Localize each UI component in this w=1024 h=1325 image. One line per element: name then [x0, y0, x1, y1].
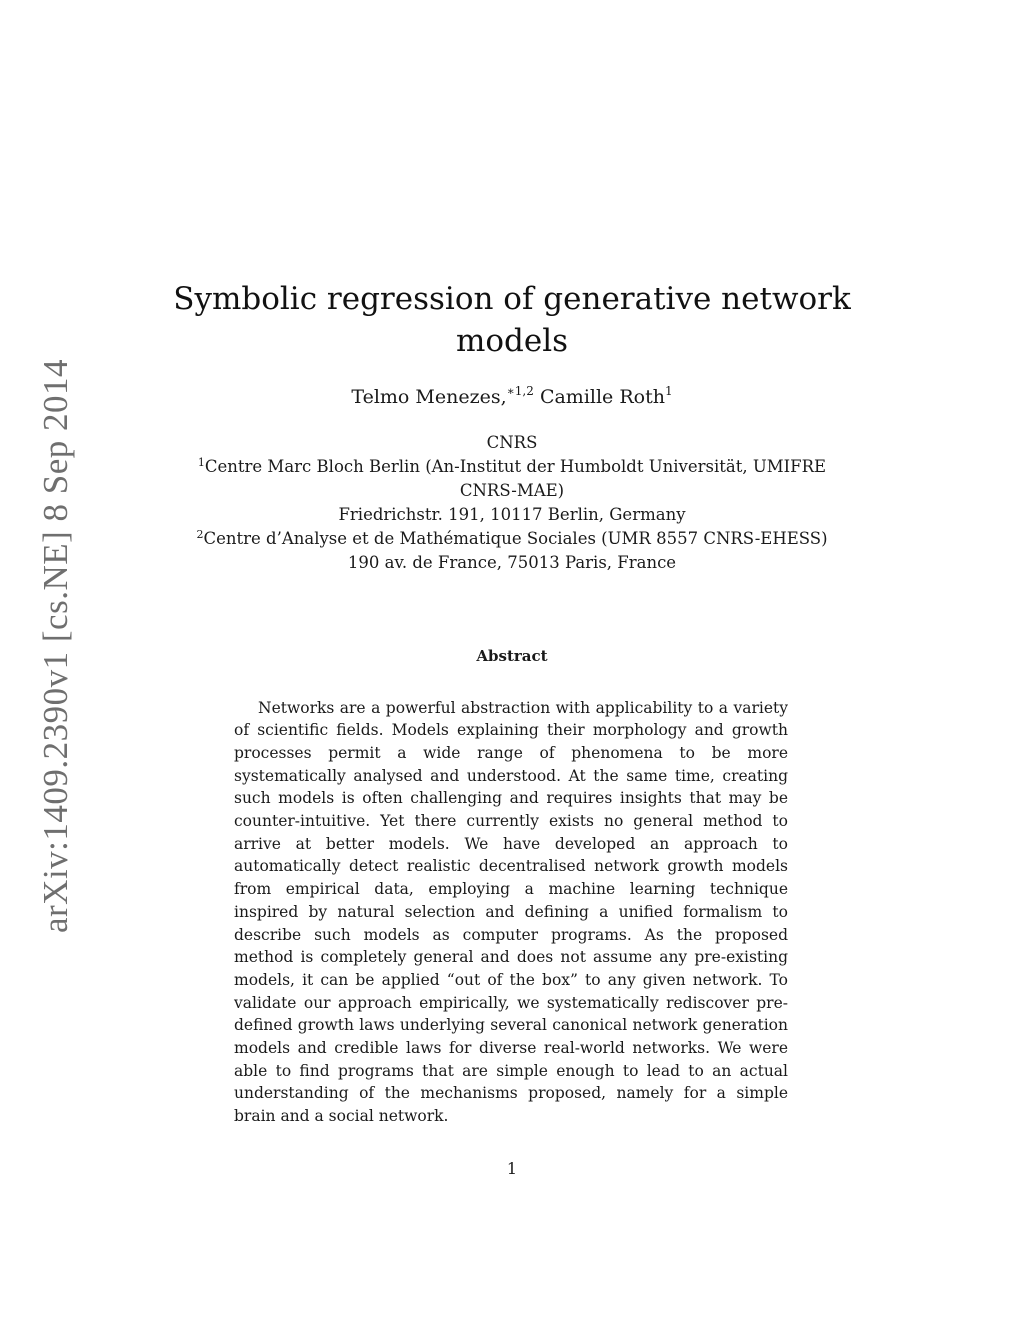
affiliation-line: Friedrichstr. 191, 10117 Berlin, Germany — [338, 505, 686, 524]
affiliation-line: CNRS — [486, 433, 538, 452]
author-name: Camille Roth — [539, 386, 665, 408]
author-name: Telmo Menezes, — [351, 386, 507, 408]
author-affiliation-mark: 1 — [664, 384, 673, 398]
affiliation-line — [160, 455, 864, 479]
affiliation-text: Centre Marc Bloch Berlin (An-Institut der Humboldt Universität, UMIFRE — [204, 457, 827, 476]
affiliation-mark: 2 — [196, 528, 204, 541]
abstract-heading: Abstract — [476, 647, 548, 665]
title-line-1: Symbolic regression of generative network — [173, 281, 851, 317]
affiliations — [160, 431, 864, 575]
paper-title — [160, 278, 864, 362]
affiliation-text: Centre d’Analyse et de Mathématique Sociales (UMR 8557 CNRS-EHESS) — [203, 529, 828, 548]
affiliation-line: 190 av. de France, 75013 Paris, France — [347, 553, 677, 572]
affiliation-mark: 1 — [197, 456, 205, 469]
arxiv-stamp: arXiv:1409.2390v1 [cs.NE] 8 Sep 2014 — [36, 358, 75, 934]
page-number: 1 — [506, 1159, 518, 1178]
abstract-body: Networks are a powerful abstraction with applicability to a variety of scientific fields. Models explaining their morphology and growth processes permit a wide range of phenomena to be more systematically analysed and understood. At the same time, creating such models is often challenging and requires insights that may be counter-intuitive. Yet there currently exists no general method to arrive at better models. We have developed an approach to automatically detect realistic decentralised network growth models from empirical data, employing a machine learning technique inspired by natural selection and defining a unified formalism to describe such models as computer programs. As the proposed method is completely general and does not assume any pre-existing models, it can be applied “out of the box” to any given network. To validate our approach empirically, we systematically rediscover pre-defined growth laws underlying several canonical network generation models and credible laws for diverse real-world networks. We were able to find programs that are simple enough to lead to an actual understanding of the mechanisms proposed, namely for a simple brain and a social network. — [234, 698, 788, 1126]
author-affiliation-mark: ∗1,2 — [506, 384, 534, 398]
author-list — [160, 383, 864, 411]
title-line-2: models — [455, 323, 569, 359]
affiliation-line — [160, 527, 864, 551]
affiliation-line: CNRS-MAE) — [459, 481, 565, 500]
